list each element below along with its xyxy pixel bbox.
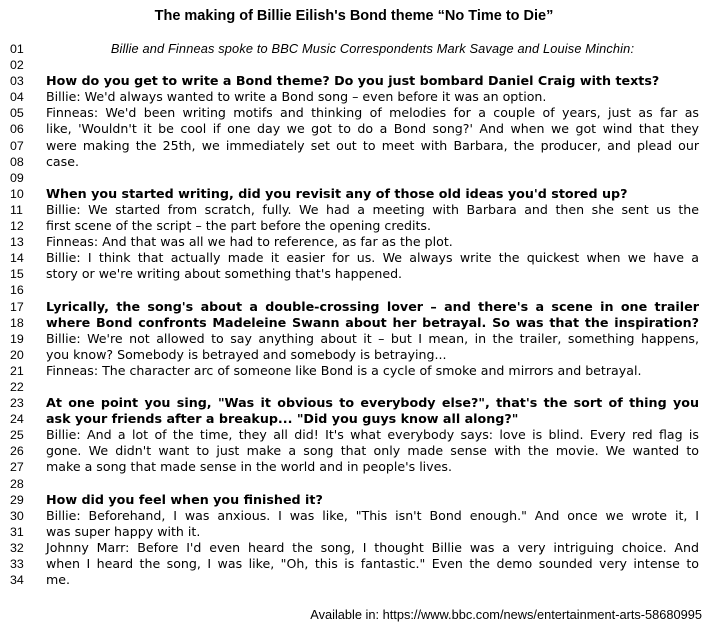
line-text: you know? Somebody is betrayed and somebody is betraying... bbox=[46, 346, 447, 362]
document-line bbox=[0, 202, 708, 218]
line-text: was super happy with it. bbox=[46, 523, 201, 539]
line-number: 26 bbox=[10, 444, 24, 459]
document-line bbox=[0, 331, 708, 347]
line-number: 04 bbox=[10, 90, 24, 105]
source-footer: Available in: https://www.bbc.com/news/entertainment-arts-58680995 bbox=[310, 607, 702, 622]
line-number: 32 bbox=[10, 540, 24, 555]
interview-question: How did you feel when you finished it? bbox=[46, 491, 323, 507]
line-text: Billie: We'd always wanted to write a Bond song – even before it was an option. bbox=[46, 89, 547, 105]
document-line bbox=[0, 572, 708, 588]
line-number: 12 bbox=[10, 219, 24, 234]
interview-question: Lyrically, the song's about a double-crossing lover – and there's a scene in one trailer bbox=[46, 298, 699, 314]
line-text: like, 'Wouldn't it be cool if one day we got to do a Bond song?' And when we got wind that they bbox=[46, 121, 699, 137]
line-number: 27 bbox=[10, 460, 24, 475]
document-line bbox=[0, 443, 708, 459]
line-number: 02 bbox=[10, 58, 24, 73]
line-number: 29 bbox=[10, 492, 24, 507]
document-line bbox=[0, 234, 708, 250]
line-number: 08 bbox=[10, 154, 24, 169]
line-text: Billie: Beforehand, I was anxious. I was like, "This isn't Bond enough." And once we wrote it, I bbox=[46, 507, 699, 523]
document-title: The making of Billie Eilish's Bond theme “No Time to Die” bbox=[154, 8, 554, 24]
document-line bbox=[0, 411, 708, 427]
line-text: Finneas: The character arc of someone like Bond is a cycle of smoke and mirrors and betrayal. bbox=[46, 362, 642, 378]
document-line bbox=[0, 89, 708, 105]
document-line bbox=[0, 524, 708, 540]
line-number: 01 bbox=[10, 42, 24, 56]
line-number: 17 bbox=[10, 299, 24, 314]
line-number: 05 bbox=[10, 106, 24, 121]
document-line bbox=[0, 73, 708, 89]
document-line bbox=[0, 315, 708, 331]
line-text: case. bbox=[46, 153, 79, 169]
line-number: 11 bbox=[10, 202, 23, 217]
line-text: Billie: And a lot of the time, they all did! It's what everybody says: love is blind. Every red flag is bbox=[46, 427, 699, 443]
document-line bbox=[0, 154, 708, 170]
line-text: Johnny Marr: Before I'd even heard the song, I thought Billie was a very intriguing choice. And bbox=[46, 539, 699, 555]
line-number: 24 bbox=[10, 412, 24, 427]
line-number: 23 bbox=[10, 396, 24, 411]
document-line bbox=[0, 556, 708, 572]
interview-question: At one point you sing, "Was it obvious to everybody else?", that's the sort of thing you bbox=[46, 395, 699, 411]
document-body bbox=[0, 41, 708, 588]
line-text: gone. We didn't want to just make a song that only made sense with the movie. We wanted to bbox=[46, 443, 699, 459]
document-line bbox=[0, 41, 708, 57]
interview-question: where Bond confronts Madeleine Swann about her betrayal. So was that the inspiration? bbox=[46, 314, 699, 330]
line-number: 15 bbox=[10, 267, 24, 282]
document-line bbox=[0, 250, 708, 266]
intro-line: Billie and Finneas spoke to BBC Music Correspondents Mark Savage and Louise Minchin: bbox=[110, 41, 635, 56]
line-number: 31 bbox=[10, 524, 24, 539]
line-number: 03 bbox=[10, 74, 24, 89]
document-line bbox=[0, 540, 708, 556]
line-number: 19 bbox=[10, 331, 24, 346]
document-line bbox=[0, 170, 708, 186]
line-number: 22 bbox=[10, 379, 24, 394]
document-line bbox=[0, 57, 708, 73]
document-line bbox=[0, 186, 708, 202]
line-number: 25 bbox=[10, 428, 24, 443]
line-number: 34 bbox=[10, 573, 24, 588]
document-line bbox=[0, 138, 708, 154]
line-number: 21 bbox=[10, 363, 24, 378]
line-number: 33 bbox=[10, 557, 24, 571]
line-number: 10 bbox=[10, 186, 24, 201]
document-line bbox=[0, 459, 708, 475]
line-text: when I heard the song, I was like, "Oh, this is fantastic." Even the demo sounded very intense to bbox=[46, 556, 699, 571]
line-text: first scene of the script – the part before the opening credits. bbox=[46, 218, 431, 234]
document-line bbox=[0, 121, 708, 137]
line-text: me. bbox=[46, 572, 71, 588]
line-number: 16 bbox=[10, 283, 24, 298]
document-line bbox=[0, 395, 708, 411]
line-number: 14 bbox=[10, 251, 24, 266]
document-line bbox=[0, 218, 708, 234]
document-line bbox=[0, 427, 708, 443]
line-text: Billie: I think that actually made it easier for us. We always write the quickest when we have a bbox=[46, 250, 699, 266]
document-line bbox=[0, 282, 708, 298]
line-number: 09 bbox=[10, 170, 24, 185]
line-number: 06 bbox=[10, 122, 24, 137]
document-line bbox=[0, 105, 708, 121]
line-text: Finneas: We'd been writing motifs and thinking of melodies for a couple of years, just as far as bbox=[46, 105, 699, 121]
document-line bbox=[0, 476, 708, 492]
line-number: 28 bbox=[10, 476, 24, 491]
document-line bbox=[0, 508, 708, 524]
line-number: 07 bbox=[10, 138, 24, 153]
line-text: story or we're writing about something that's happened. bbox=[46, 266, 403, 282]
line-text: Finneas: And that was all we had to reference, as far as the plot. bbox=[46, 234, 453, 250]
line-text: make a song that made sense in the world and in people's lives. bbox=[46, 459, 452, 475]
line-number: 13 bbox=[10, 235, 24, 250]
line-number: 18 bbox=[10, 315, 24, 330]
line-number: 20 bbox=[10, 347, 24, 362]
interview-question: How do you get to write a Bond theme? Do you just bombard Daniel Craig with texts? bbox=[46, 73, 660, 89]
document-line bbox=[0, 363, 708, 379]
interview-question: ask your friends after a breakup... "Did you guys know all along?" bbox=[46, 411, 519, 427]
document-line bbox=[0, 299, 708, 315]
document-line bbox=[0, 492, 708, 508]
interview-question: When you started writing, did you revisit any of those old ideas you'd stored up? bbox=[46, 185, 628, 201]
line-number: 30 bbox=[10, 508, 24, 523]
line-text: were making the 25th, we immediately set out to meet with Barbara, the producer, and plead our bbox=[46, 137, 699, 153]
document-line bbox=[0, 266, 708, 282]
document-line bbox=[0, 347, 708, 363]
line-text: Billie: We started from scratch, fully. We had a meeting with Barbara and then she sent us the bbox=[46, 201, 699, 217]
document-line bbox=[0, 379, 708, 395]
line-text: Billie: We're not allowed to say anything about it – but I mean, in the trailer, something happens, bbox=[46, 330, 699, 346]
